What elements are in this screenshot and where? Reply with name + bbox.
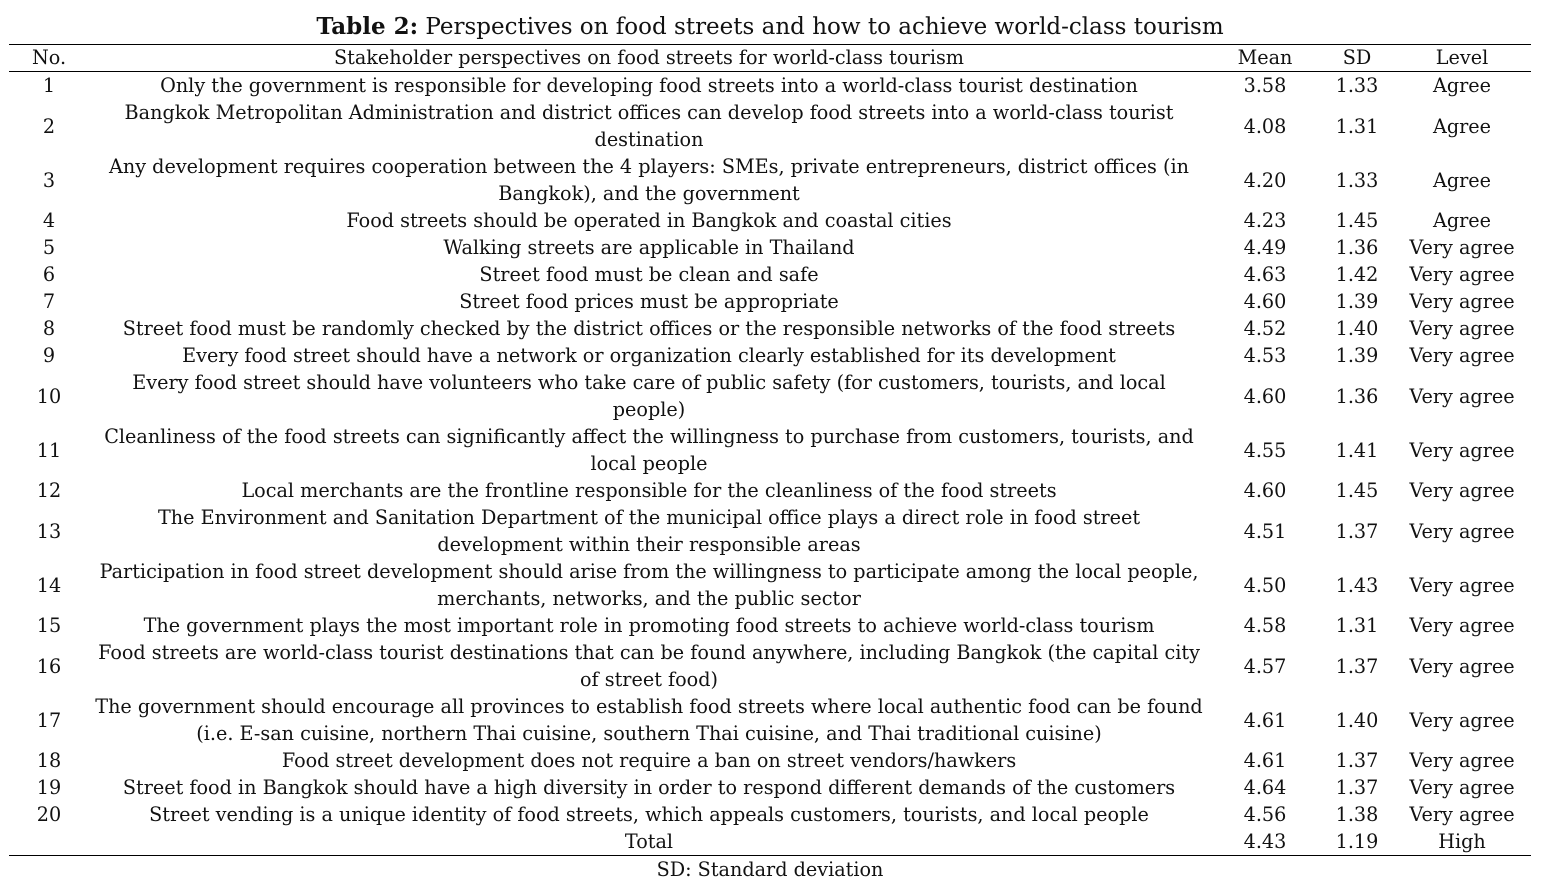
- row-sd: 1.39: [1335, 344, 1379, 367]
- row-number: 5: [42, 236, 56, 259]
- row-sd: 1.45: [1335, 209, 1379, 232]
- table-row: [9, 153, 1531, 207]
- table-row: [9, 639, 1531, 693]
- row-level: Very agree: [1409, 438, 1515, 462]
- row-number: 12: [36, 479, 62, 502]
- table-row: [9, 747, 1531, 774]
- table-row: [9, 693, 1531, 747]
- row-sd: 1.33: [1335, 168, 1379, 192]
- row-number: 8: [42, 317, 56, 340]
- row-mean: 4.57: [1243, 654, 1287, 678]
- row-statement: Any development requires cooperation between the 4 players: SMEs, private entrepreneurs, district offices (in Bangkok), and the government: [109, 155, 1189, 205]
- row-sd: 1.31: [1335, 114, 1379, 138]
- row-number: 14: [36, 573, 62, 597]
- total-label: Total: [624, 830, 674, 853]
- header-row: [9, 45, 1531, 72]
- row-level: Agree: [1432, 209, 1492, 232]
- table-caption: [9, 10, 1531, 44]
- row-sd: 1.36: [1335, 384, 1379, 408]
- row-mean: 4.56: [1243, 803, 1287, 826]
- row-mean: 4.60: [1243, 479, 1287, 502]
- row-sd: 1.37: [1335, 654, 1379, 678]
- table-caption-label: Table 2:: [316, 13, 419, 40]
- row-mean: 4.49: [1243, 236, 1287, 259]
- row-statement: Participation in food street development should arise from the willingness to participate among the local people, merchants, networks, and the public sector: [99, 560, 1199, 610]
- row-statement: Street food must be randomly checked by the district offices or the responsible networks of the food streets: [122, 317, 1176, 340]
- row-mean: 4.61: [1243, 708, 1287, 732]
- table-row: [9, 774, 1531, 801]
- row-level: Very agree: [1409, 614, 1515, 637]
- row-sd: 1.45: [1335, 479, 1379, 502]
- row-number: 18: [36, 749, 62, 772]
- total-mean: 4.43: [1243, 830, 1287, 853]
- row-sd: 1.38: [1335, 803, 1379, 826]
- row-sd: 1.39: [1335, 290, 1379, 313]
- row-sd: 1.36: [1335, 236, 1379, 259]
- row-number: 4: [42, 209, 56, 232]
- row-mean: 4.51: [1243, 519, 1287, 543]
- table-row: [9, 207, 1531, 234]
- row-number: 1: [42, 74, 56, 97]
- row-mean: 4.61: [1243, 749, 1287, 772]
- row-mean: 3.58: [1243, 74, 1287, 97]
- table-row: [9, 261, 1531, 288]
- row-statement: Food street development does not require a ban on street vendors/hawkers: [281, 749, 1017, 772]
- table-row: [9, 477, 1531, 504]
- row-number: 10: [36, 384, 62, 408]
- row-level: Very agree: [1409, 708, 1515, 732]
- row-mean: 4.08: [1243, 114, 1287, 138]
- header-level: Level: [1435, 46, 1489, 69]
- row-mean: 4.20: [1243, 168, 1287, 192]
- row-sd: 1.40: [1335, 708, 1379, 732]
- row-level: Very agree: [1409, 236, 1515, 259]
- table-row: [9, 504, 1531, 558]
- row-level: Very agree: [1409, 573, 1515, 597]
- row-level: Very agree: [1409, 290, 1515, 313]
- row-number: 13: [36, 519, 62, 543]
- row-level: Agree: [1432, 168, 1492, 192]
- row-level: Very agree: [1409, 384, 1515, 408]
- row-sd: 1.40: [1335, 317, 1379, 340]
- row-level: Very agree: [1409, 317, 1515, 340]
- header-no: No.: [31, 46, 67, 69]
- row-statement: Food streets are world-class tourist destinations that can be found anywhere, including Bangkok (the capital city of street food): [98, 641, 1200, 691]
- row-mean: 4.58: [1243, 614, 1287, 637]
- row-level: Very agree: [1409, 776, 1515, 799]
- row-statement: Bangkok Metropolitan Administration and district offices can develop food streets into a world-class tourist destination: [124, 101, 1174, 151]
- header-mean: Mean: [1237, 46, 1293, 69]
- total-sd: 1.19: [1335, 830, 1379, 853]
- row-level: Very agree: [1409, 749, 1515, 772]
- row-number: 17: [36, 708, 62, 732]
- row-number: 16: [36, 654, 62, 678]
- row-number: 2: [42, 114, 56, 138]
- table-row: [9, 72, 1531, 100]
- row-mean: 4.55: [1243, 438, 1287, 462]
- table-row: [9, 315, 1531, 342]
- row-mean: 4.64: [1243, 776, 1287, 799]
- row-statement: Street vending is a unique identity of food streets, which appeals customers, tourists, and local people: [149, 803, 1149, 826]
- row-statement: The Environment and Sanitation Department of the municipal office plays a direct role in food street development within their responsible areas: [157, 506, 1141, 556]
- row-level: Very agree: [1409, 344, 1515, 367]
- row-number: 7: [42, 290, 56, 313]
- table-row: [9, 342, 1531, 369]
- table-row: [9, 99, 1531, 153]
- row-sd: 1.37: [1335, 776, 1379, 799]
- row-mean: 4.63: [1243, 263, 1287, 286]
- row-statement: Local merchants are the frontline responsible for the cleanliness of the food streets: [241, 479, 1057, 502]
- row-number: 6: [42, 263, 56, 286]
- row-number: 3: [42, 168, 56, 192]
- row-level: Very agree: [1409, 479, 1515, 502]
- document-page: [9, 10, 1531, 883]
- row-mean: 4.60: [1243, 290, 1287, 313]
- perspectives-table: [9, 44, 1531, 856]
- row-number: 15: [36, 614, 62, 637]
- row-sd: 1.43: [1335, 573, 1379, 597]
- row-level: Very agree: [1409, 654, 1515, 678]
- row-statement: Street food prices must be appropriate: [459, 290, 839, 313]
- row-number: 11: [36, 438, 62, 462]
- row-sd: 1.42: [1335, 263, 1379, 286]
- row-level: Very agree: [1409, 263, 1515, 286]
- row-number: 20: [36, 803, 62, 826]
- table-row: [9, 612, 1531, 639]
- row-sd: 1.31: [1335, 614, 1379, 637]
- row-mean: 4.52: [1243, 317, 1287, 340]
- row-mean: 4.50: [1243, 573, 1287, 597]
- total-row: [9, 828, 1531, 856]
- table-footnote: SD: Standard deviation: [656, 858, 884, 881]
- row-statement: Street food must be clean and safe: [479, 263, 819, 286]
- row-statement: Only the government is responsible for developing food streets into a world-class tourist destination: [160, 74, 1138, 97]
- total-no-cell: [9, 828, 89, 856]
- row-statement: The government plays the most important role in promoting food streets to achieve world-class tourism: [143, 614, 1155, 637]
- row-statement: Food streets should be operated in Bangkok and coastal cities: [346, 209, 952, 232]
- row-mean: 4.53: [1243, 344, 1287, 367]
- row-statement: Cleanliness of the food streets can significantly affect the willingness to purchase from customers, tourists, and local people: [104, 425, 1194, 475]
- table-row: [9, 558, 1531, 612]
- header-sd: SD: [1342, 46, 1372, 69]
- row-level: Agree: [1432, 74, 1492, 97]
- row-statement: Every food street should have a network or organization clearly established for its development: [182, 344, 1116, 367]
- row-level: Agree: [1432, 114, 1492, 138]
- total-level: High: [1438, 830, 1486, 853]
- table-row: [9, 288, 1531, 315]
- row-sd: 1.33: [1335, 74, 1379, 97]
- table-row: [9, 234, 1531, 261]
- row-mean: 4.23: [1243, 209, 1287, 232]
- row-number: 19: [36, 776, 62, 799]
- row-statement: Street food in Bangkok should have a high diversity in order to respond different demands of the customers: [122, 776, 1176, 799]
- row-mean: 4.60: [1243, 384, 1287, 408]
- table-row: [9, 369, 1531, 423]
- header-statement: Stakeholder perspectives on food streets for world-class tourism: [333, 46, 964, 69]
- row-sd: 1.37: [1335, 749, 1379, 772]
- row-statement: Every food street should have volunteers who take care of public safety (for customers, tourists, and local people): [132, 371, 1166, 421]
- row-sd: 1.37: [1335, 519, 1379, 543]
- row-sd: 1.41: [1335, 438, 1379, 462]
- row-level: Very agree: [1409, 519, 1515, 543]
- row-statement: Walking streets are applicable in Thailand: [443, 236, 855, 259]
- row-statement: The government should encourage all provinces to establish food streets where local authentic food can be found (i.e. E-san cuisine, northern Thai cuisine, southern Thai cuisine, and Thai traditional cuisine): [95, 695, 1203, 745]
- table-row: [9, 801, 1531, 828]
- row-number: 9: [42, 344, 56, 367]
- row-level: Very agree: [1409, 803, 1515, 826]
- table-row: [9, 423, 1531, 477]
- table-body: [9, 72, 1531, 829]
- table-caption-title: Perspectives on food streets and how to achieve world-class tourism: [425, 14, 1224, 40]
